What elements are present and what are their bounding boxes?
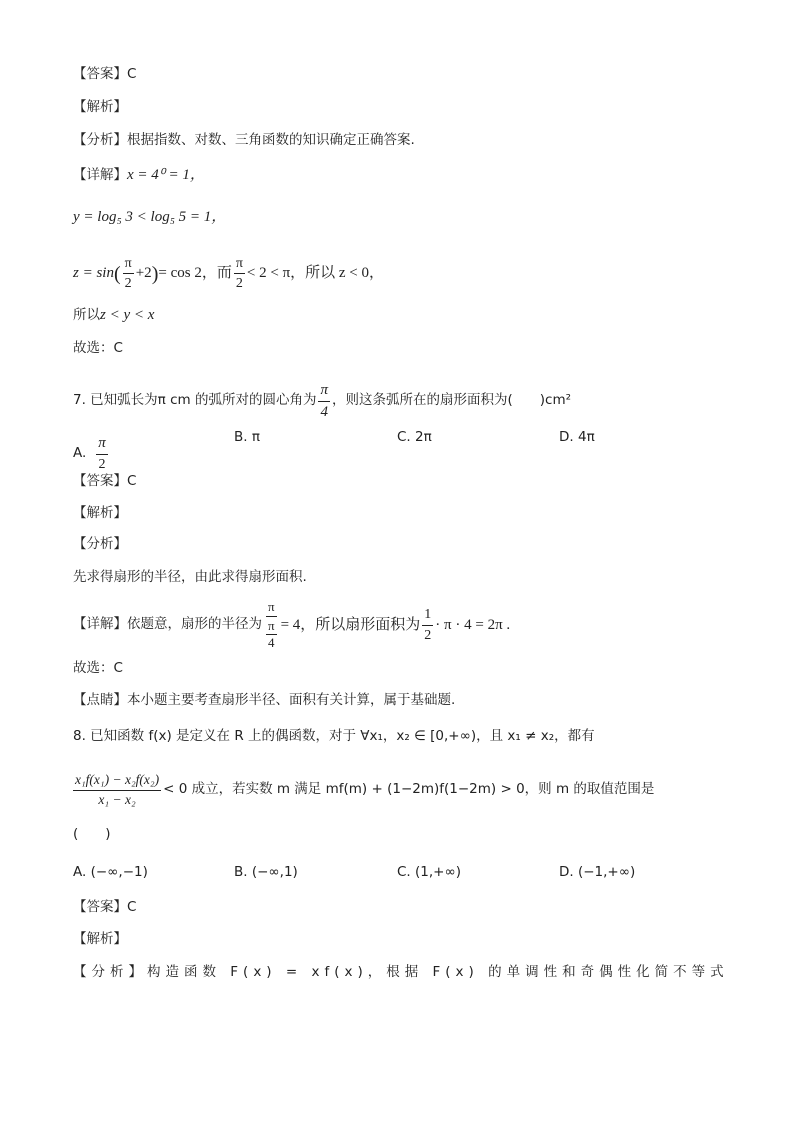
q6-line-x: x = 4⁰ = 1， <box>127 167 205 183</box>
q7-fenxi: 【分析】 <box>73 536 127 552</box>
q6-pi-half-num: π <box>123 256 134 274</box>
q6-pi-half-2 <box>234 256 245 292</box>
q8-jiexi: 【解析】 <box>73 931 127 947</box>
q7-option-a-num: π <box>96 435 108 455</box>
q6-line-y <box>73 210 226 225</box>
q7-option-a <box>73 435 110 472</box>
q6-xiangjie-x <box>73 168 205 183</box>
q6-pi-half-den: 2 <box>124 276 132 292</box>
q8-stem-b-line <box>73 770 654 810</box>
q6-suoyi-expr: z < y < x <box>100 307 155 323</box>
q7-fenxi-text: 先求得扇形的半径，由此求得扇形面积. <box>73 569 307 585</box>
q7-option-a-den: 2 <box>98 456 106 472</box>
q8-option-b: B. (−∞,1) <box>234 864 298 880</box>
q6-plus-two: +2 <box>135 265 152 282</box>
q7-half-frac <box>422 607 433 643</box>
q7-stem <box>73 382 571 420</box>
q8-option-a: A. (−∞,−1) <box>73 864 148 880</box>
q7-stem-a: 7. 已知弧长为 <box>73 392 158 409</box>
q6-fenxi: 【分析】根据指数、对数、三角函数的知识确定正确答案. <box>73 132 415 148</box>
q8-option-c: C. (1,+∞) <box>397 864 461 880</box>
q6-answer: 【答案】C <box>73 66 137 82</box>
q7-pi-quarter-num: π <box>318 382 330 402</box>
q8-option-d: D. (−1,+∞) <box>559 864 636 880</box>
q7-radius-frac <box>264 600 279 651</box>
q6-line-z-a: z = sin <box>73 265 114 282</box>
q6-suoyi-label: 所以 <box>73 306 100 323</box>
q7-half-num: 1 <box>422 607 433 625</box>
q8-stem-a: 8. 已知函数 f(x) 是定义在 R 上的偶函数，对于 ∀x₁，x₂ ∈ [0,+∞)，且 x₁ ≠ x₂，都有 <box>73 728 595 744</box>
q7-xiangjie-a: 【详解】依题意，扇形的半径为 <box>73 616 262 633</box>
q7-option-a-label: A. <box>73 445 87 462</box>
q7-option-b: B. π <box>234 429 260 445</box>
q6-pi-half-2-den: 2 <box>235 276 243 292</box>
q6-line-z <box>73 256 384 292</box>
q7-stem-c: ，则这条弧所在的扇形面积为( )cm² <box>331 392 572 409</box>
q7-answer: 【答案】C <box>73 473 137 489</box>
q8-frac-den: x₁ − x₂ <box>98 791 136 807</box>
q7-radius-den-den: 4 <box>268 635 275 651</box>
q8-frac <box>73 773 161 808</box>
q7-xiangjie-c: · π · 4 = 2π . <box>435 616 511 633</box>
q7-pi-quarter <box>318 382 330 420</box>
q8-stem-b: < 0 成立，若实数 m 满足 mf(m) + (1−2m)f(1−2m) > 0，则 m 的取值范围是 <box>163 781 655 798</box>
q8-frac-num: x₁f(x₁) − x₂f(x₂) <box>73 773 161 791</box>
q7-radius-num: π <box>266 600 277 617</box>
q6-paren-close: ) <box>151 262 159 285</box>
q6-guxuan: 故选：C <box>73 340 123 356</box>
q7-option-c: C. 2π <box>397 429 432 445</box>
q7-jiexi: 【解析】 <box>73 505 127 521</box>
q6-xiangjie-label: 【详解】 <box>73 166 127 183</box>
q8-answer: 【答案】C <box>73 899 137 915</box>
q8-paren: ( ) <box>73 826 111 842</box>
q7-option-a-frac <box>96 435 108 472</box>
q7-xiangjie <box>73 598 511 651</box>
q7-radius-den-num: π <box>266 619 277 635</box>
q6-line-y-text: y = log₅ 3 < log₅ 5 = 1， <box>73 209 227 225</box>
q7-stem-b: π cm 的弧所对的圆心角为 <box>157 392 317 409</box>
q6-jiexi: 【解析】 <box>73 99 127 115</box>
q7-radius-den <box>264 617 279 651</box>
q6-pi-half-2-num: π <box>234 256 245 274</box>
q7-guxuan: 故选：C <box>73 660 123 676</box>
q6-pi-half <box>123 256 134 292</box>
q7-dianjing: 【点睛】本小题主要考查扇形半径、面积有关计算，属于基础题. <box>73 692 456 708</box>
q7-option-d: D. 4π <box>559 429 595 445</box>
q7-pi-quarter-den: 4 <box>320 403 328 420</box>
q7-xiangjie-b: = 4，所以扇形面积为 <box>280 616 421 633</box>
q6-line-z-c: = cos 2，而 <box>158 265 232 282</box>
q8-fenxi: 【分析】构造函数 F(x) = xf(x)，根据 F(x) 的单调性和奇偶性化简不等式 <box>73 964 729 980</box>
q6-paren-open: ( <box>113 262 121 285</box>
q7-half-den: 2 <box>424 627 432 643</box>
q6-suoyi <box>73 308 154 323</box>
q6-line-z-d: < 2 < π，所以 z < 0， <box>246 265 385 282</box>
